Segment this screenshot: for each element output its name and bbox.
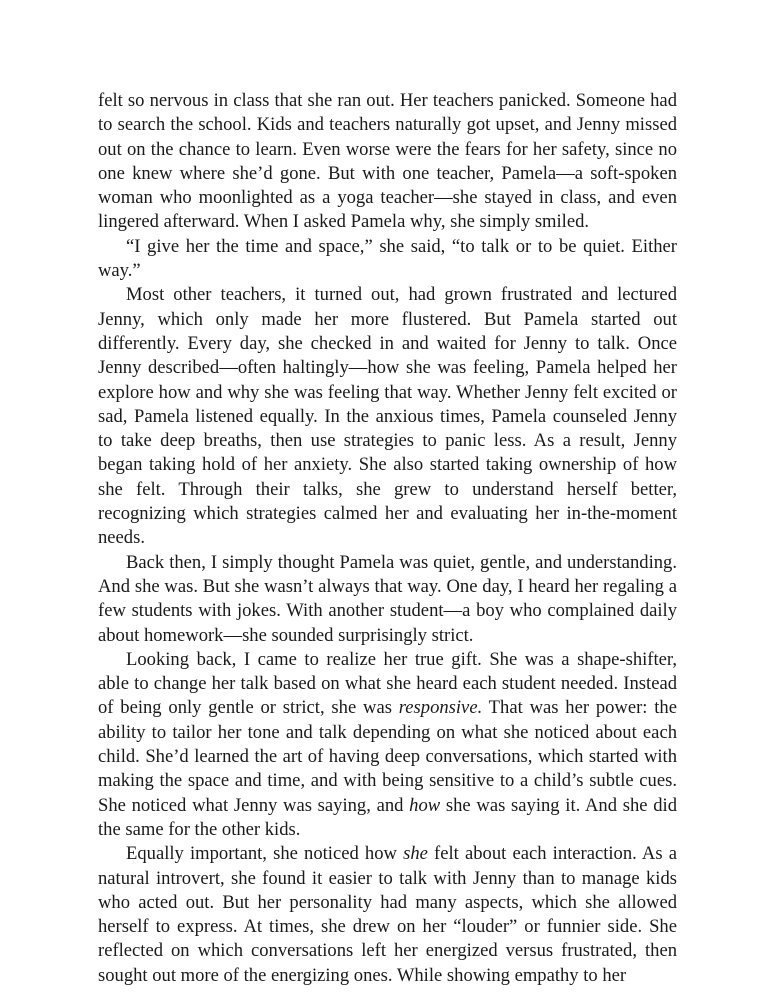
paragraph-text: Looking back, I came to realize her true gift. She was a shape-shifter, able to change her talk based on what she heard each student needed. Instead of being only gentle or strict, she was [98, 648, 677, 719]
paragraph-2 [98, 235, 677, 284]
paragraph-text: felt so nervous in class that she ran out. Her teachers panicked. Someone had to search the school. Kids and teachers naturally got upset, and Jenny missed out on the chance to learn. Even worse were the fears for her safety, since no one knew where she’d gone. But with one teacher, Pamela—a soft-spoken woman who moonlighted as a yoga teacher—she stayed in class, and even lingered afterward. When I asked Pamela why, she simply smiled. [98, 90, 677, 233]
document-page [98, 89, 677, 988]
paragraph-text: That was her power: the ability to tailor her tone and talk depending on what she noticed about each child. She’d learned the art of having deep conversations, which started with making the space and time, and with being sensitive to a child’s subtle cues. She noticed what Jenny was saying, and [98, 697, 677, 816]
paragraph-5 [98, 648, 677, 842]
paragraph-4 [98, 551, 677, 648]
emphasis-text: how [409, 794, 441, 816]
paragraph-text: Most other teachers, it turned out, had grown frustrated and lectured Jenny, which only made her more flustered. But Pamela started out differently. Every day, she checked in and waited for Jenny to talk. Once Jenny described—often haltingly—how she was feeling, Pamela helped her explore how and why she was feeling that way. Whether Jenny felt excited or sad, Pamela listened equally. In the anxious times, Pamela counseled Jenny to take deep breaths, then use strategies to panic less. As a result, Jenny began taking hold of her anxiety. She also started taking ownership of how she felt. Through their talks, she grew to understand herself better, recognizing which strategies calmed her and evaluating her in-the-moment needs. [98, 284, 677, 549]
paragraph-1 [98, 89, 677, 235]
paragraph-text: Equally important, she noticed how [126, 843, 404, 865]
emphasis-text: responsive. [398, 697, 483, 719]
paragraph-text: she was saying it. And she did the same for the other kids. [98, 794, 678, 840]
paragraph-text: Back then, I simply thought Pamela was quiet, gentle, and understanding. And she was. But she wasn’t always that way. One day, I heard her regaling a few students with jokes. With another student—a boy who complained daily about homework—she sounded surprisingly strict. [98, 551, 677, 646]
emphasis-text: she [403, 843, 428, 865]
paragraph-text: felt about each interaction. As a natural introvert, she found it easier to talk with Jenny than to manage kids who acted out. But her personality had many aspects, which she allowed herself to express. At times, she drew on her “louder” or funnier side. She reflected on which conversations left her energized versus frustrated, then sought out more of the energizing ones. While showing empathy to her [98, 843, 677, 986]
paragraph-3 [98, 283, 677, 550]
paragraph-6 [98, 842, 677, 988]
paragraph-text: “I give her the time and space,” she said, “to talk or to be quiet. Either way.” [98, 235, 677, 282]
